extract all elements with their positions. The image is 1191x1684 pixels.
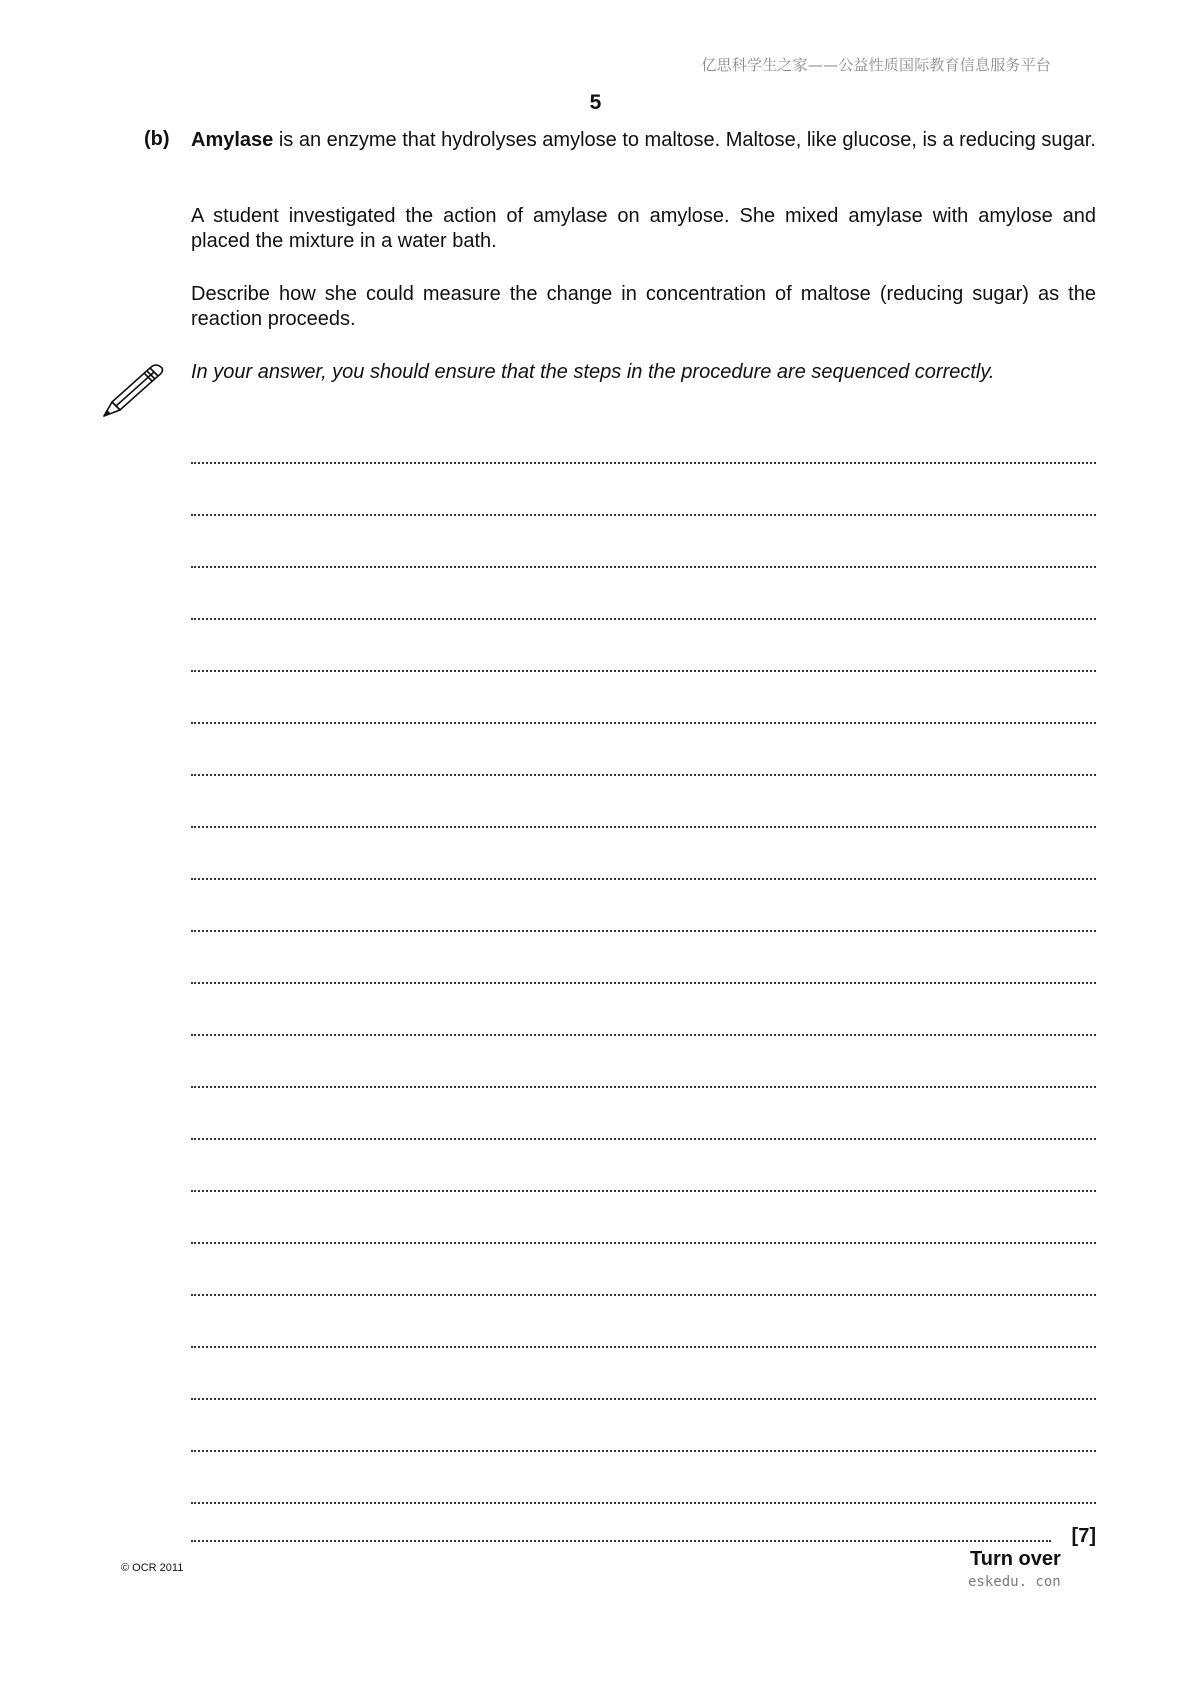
page-number: 5 [589, 91, 602, 114]
answer-line[interactable] [191, 1540, 1051, 1542]
answer-line[interactable] [191, 1036, 1096, 1088]
answer-line[interactable] [191, 828, 1096, 880]
answer-line[interactable] [191, 932, 1096, 984]
key-term: Amylase [191, 129, 274, 151]
watermark-text: 亿思科学生之家——公益性质国际教育信息服务平台 [701, 56, 1051, 74]
final-answer-line-row [191, 1514, 1096, 1550]
question-intro [191, 128, 1096, 153]
intro-text: is an enzyme that hydrolyses amylose to maltose. Maltose, like glucose, is a reducing sugar. [273, 129, 1096, 151]
answer-line[interactable] [191, 1296, 1096, 1348]
answer-line[interactable] [191, 568, 1096, 620]
answer-line[interactable] [191, 516, 1096, 568]
site-watermark: eskedu. con [968, 1574, 1061, 1590]
answer-line[interactable] [191, 1140, 1096, 1192]
answer-line[interactable] [191, 1348, 1096, 1400]
answer-line[interactable] [191, 1452, 1096, 1504]
answer-line[interactable] [191, 984, 1096, 1036]
instruction-text: In your answer, you should ensure that the steps in the procedure are sequenced correctly. [191, 361, 995, 383]
answer-line[interactable] [191, 1088, 1096, 1140]
answer-line[interactable] [191, 776, 1096, 828]
answer-line[interactable] [191, 1244, 1096, 1296]
turn-over-label: Turn over [970, 1548, 1061, 1570]
question-prompt: Describe how she could measure the change in concentration of maltose (reducing sugar) as the reaction proceeds. [191, 283, 1096, 330]
answer-line[interactable] [191, 724, 1096, 776]
copyright: © OCR 2011 [121, 1562, 184, 1574]
answer-line[interactable] [191, 1400, 1096, 1452]
answer-line[interactable] [191, 672, 1096, 724]
question-label: (b) [144, 128, 170, 150]
answer-line[interactable] [191, 880, 1096, 932]
answer-line[interactable] [191, 464, 1096, 516]
answer-line[interactable] [191, 412, 1096, 464]
question-context: A student investigated the action of amylase on amylose. She mixed amylase with amylose and placed the mixture in a water bath. [191, 205, 1096, 252]
answer-line[interactable] [191, 620, 1096, 672]
answer-line[interactable] [191, 1192, 1096, 1244]
marks-allocation: [7] [1071, 1525, 1096, 1547]
pencil-icon [98, 358, 168, 418]
answer-lines[interactable] [191, 412, 1096, 1504]
